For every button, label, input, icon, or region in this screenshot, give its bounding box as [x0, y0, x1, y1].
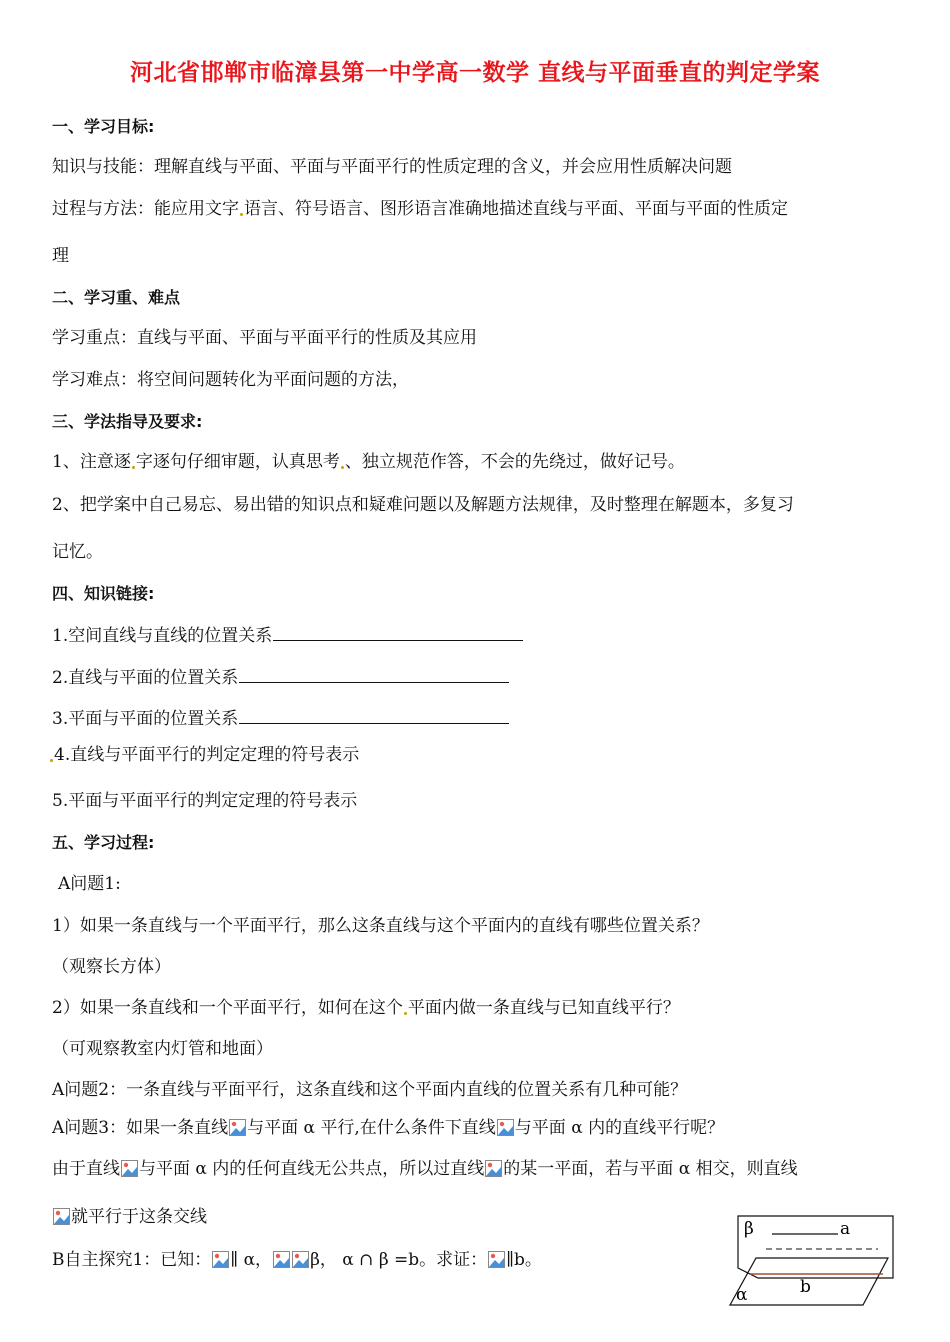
text-fragment: 、独立规范作答，不会的先绕过，做好记号。 [344, 452, 685, 472]
text-fragment: 的某一平面，若与平面 α 相交，则直线 [503, 1159, 798, 1179]
text-fragment: B自主探究1：已知： [52, 1250, 212, 1270]
text-line: 学习难点：将空间问题转化为平面问题的方法， [52, 370, 409, 390]
text-fragment: 4.直线与平面平行的判定定理的符号表示 [54, 745, 360, 765]
text-line: A问题2：一条直线与平面平行，这条直线和这个平面内直线的位置关系有几种可能？ [52, 1080, 688, 1100]
text-fragment: 与平面 α 平行,在什么条件下直线 [247, 1118, 496, 1138]
text-fragment: A问题3：如果一条直线 [52, 1118, 229, 1138]
text-line: 2、把学案中自己易忘、易出错的知识点和疑难问题以及解题方法规律，及时整理在解题本，多复习 [52, 495, 794, 515]
text-fragment: 与平面 α 内的直线平行呢？ [514, 1118, 725, 1138]
section-heading-2: 二、学习重、难点 [52, 288, 181, 307]
missing-image-icon [292, 1251, 309, 1268]
text-fragment: ∥b。 [506, 1250, 542, 1270]
missing-image-icon [497, 1119, 514, 1136]
knowledge-item [49, 744, 359, 766]
section-heading-3: 三、学法指导及要求: [52, 412, 203, 431]
text-fragment: 1、注意逐 [52, 452, 131, 472]
text-fragment: β， α ∩ β =b。求证： [310, 1250, 488, 1270]
text-fragment: 1.空间直线与直线的位置关系 [52, 626, 273, 646]
section-heading-5: 五、学习过程: [52, 833, 155, 852]
text-fragment: 语言、符号语言、图形语言准确地描述直线与平面、平面与平面的性质定 [244, 199, 788, 219]
text-line: 知识与技能：理解直线与平面、平面与平面平行的性质定理的含义，并会应用性质解决问题 [52, 157, 732, 177]
text-line [52, 1117, 724, 1139]
dot-mark [404, 1012, 407, 1015]
missing-image-icon [485, 1160, 502, 1177]
text-line: 理 [52, 246, 69, 266]
text-line [52, 451, 685, 473]
planes-diagram [728, 1212, 898, 1312]
missing-image-icon [121, 1160, 138, 1177]
missing-image-icon [212, 1251, 229, 1268]
text-fragment: 2）如果一条直线和一个平面平行，如何在这个 [52, 998, 403, 1018]
missing-image-icon [488, 1251, 505, 1268]
knowledge-item [52, 624, 523, 647]
missing-image-icon [273, 1251, 290, 1268]
text-fragment: 过程与方法：能应用文字 [52, 199, 239, 219]
text-line [52, 1158, 798, 1180]
text-fragment: 与平面 α 内的任何直线无公共点，所以过直线 [139, 1159, 485, 1179]
missing-image-icon [53, 1208, 70, 1225]
text-fragment: 2.直线与平面的位置关系 [52, 668, 239, 688]
dot-mark [240, 213, 243, 216]
text-fragment: 由于直线 [52, 1159, 120, 1179]
text-fragment: ∥ α， [230, 1250, 273, 1270]
dot-mark [341, 466, 344, 469]
text-line: 学习重点：直线与平面、平面与平面平行的性质及其应用 [52, 328, 477, 348]
knowledge-item [52, 707, 509, 730]
dot-mark [50, 759, 53, 762]
text-fragment: 字逐句仔细审题，认真思考 [135, 452, 340, 472]
label-b: b [800, 1277, 811, 1297]
text-line: 1）如果一条直线与一个平面平行，那么这条直线与这个平面内的直线有哪些位置关系？ [52, 916, 709, 936]
text-fragment: 3.平面与平面的位置关系 [52, 709, 239, 729]
plane-beta [738, 1216, 893, 1278]
answer-blank[interactable] [239, 707, 509, 724]
text-line [52, 1249, 542, 1271]
knowledge-item: 5.平面与平面平行的判定定理的符号表示 [52, 791, 358, 811]
text-line: （可观察教室内灯管和地面） [52, 1039, 273, 1059]
section-heading-4: 四、知识链接: [52, 584, 155, 603]
knowledge-item [52, 666, 509, 689]
text-line [52, 198, 788, 220]
page-title: 河北省邯郸市临漳县第一中学高一数学 直线与平面垂直的判定学案 [129, 60, 820, 86]
label-alpha: α [736, 1285, 748, 1305]
section-heading-1: 一、学习目标: [52, 117, 155, 136]
text-line: A问题1: [58, 874, 121, 894]
label-a: a [840, 1219, 851, 1239]
dot-mark [132, 466, 135, 469]
text-line [52, 997, 680, 1019]
text-fragment: 就平行于这条交线 [71, 1207, 207, 1227]
text-line [52, 1206, 207, 1228]
missing-image-icon [229, 1119, 246, 1136]
text-line: （观察长方体） [52, 957, 171, 977]
answer-blank[interactable] [273, 624, 523, 641]
text-line: 记忆。 [52, 542, 103, 562]
text-fragment: 平面内做一条直线与已知直线平行？ [407, 998, 680, 1018]
answer-blank[interactable] [239, 666, 509, 683]
label-beta: β [744, 1219, 754, 1239]
